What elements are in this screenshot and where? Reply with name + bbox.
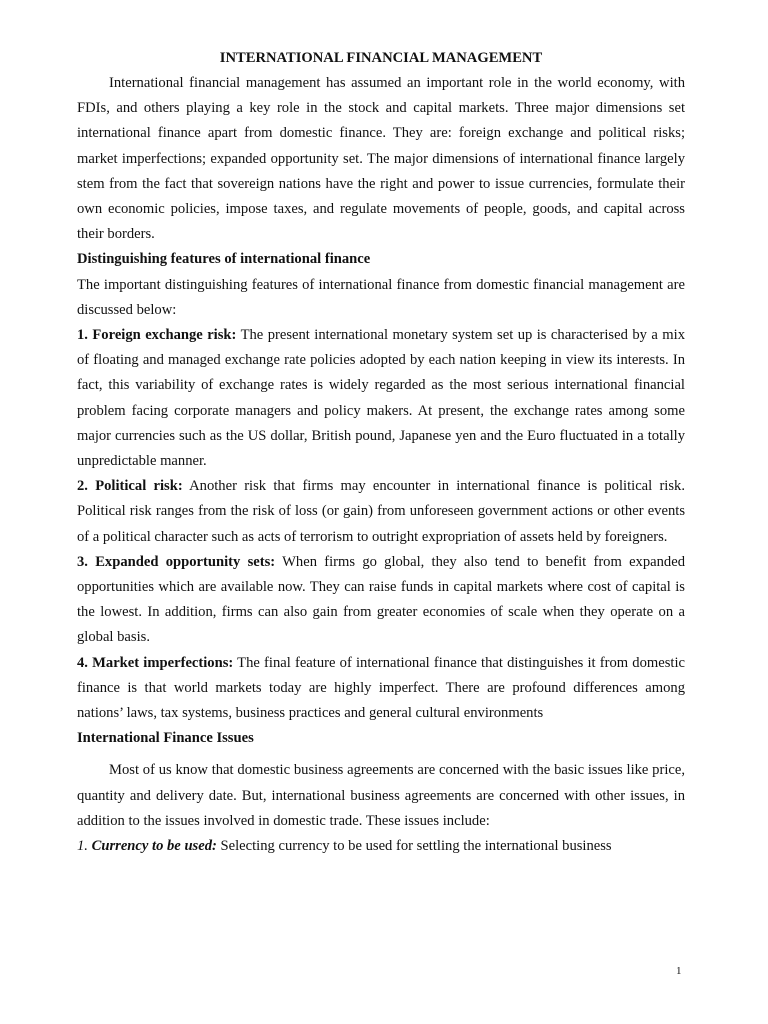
document-body [77, 46, 685, 859]
issues-paragraph: Most of us know that domestic business agreements are concerned with the basic issues like price, quantity and delivery date. But, international business agreements are concerned with other issues, in addition to the issues involved in domestic trade. These issues include: [77, 762, 685, 829]
feature-item-text: The present international monetary system set up is characterised by a mix of floating and managed exchange rate policies adopted by each nation keeping in view its interests. In fact, this variability of exchange rates is widely regarded as the most serious international financial problem facing corporate managers and policy makers. At present, the exchange rates among some major currencies such as the US dollar, British pound, Japanese yen and the Euro fluctuated in a totally unpredictable manner. [77, 327, 685, 470]
feature-item-text: The final feature of international finance that distinguishes it from domestic finance is that world markets today are highly imperfect. There are profound differences among nations’ laws, tax systems, business practices and general cultural environments [77, 654, 685, 722]
features-lead-paragraph: The important distinguishing features of international finance from domestic financial management are discussed below: [77, 276, 685, 318]
feature-item-label: 2. Political risk: [77, 478, 183, 495]
page-number: 1 [676, 965, 682, 977]
features-heading: Distinguishing features of international finance [77, 251, 371, 268]
issues-heading: International Finance Issues [77, 730, 254, 747]
issue-item-number: 1. [77, 838, 88, 855]
feature-item-text: When firms go global, they also tend to benefit from expanded opportunities which are available now. They can raise funds in capital markets where cost of capital is the lowest. In addition, firms can also gain from greater economies of scale when they operate on a global basis. [77, 553, 685, 646]
feature-item-political-risk [77, 474, 685, 550]
intro-paragraph: International financial management has assumed an important role in the world economy, with FDIs, and others playing a key role in the stock and capital markets. Three major dimensions set international finance apart from domestic finance. They are: foreign exchange and political risks; market imperfections; expanded opportunity set. The major dimensions of international finance largely stem from the fact that sovereign nations have the right and power to issue currencies, formulate their own economic policies, impose taxes, and regulate movements of people, goods, and capital across their borders. [77, 75, 685, 243]
feature-item-foreign-exchange-risk [77, 323, 685, 474]
feature-item-expanded-opportunity-sets [77, 550, 685, 651]
feature-item-label: 1. Foreign exchange risk: [77, 327, 237, 344]
issue-item-label: Currency to be used: [91, 838, 217, 855]
issue-item-text: Selecting currency to be used for settling the international business [216, 838, 612, 855]
document-title: INTERNATIONAL FINANCIAL MANAGEMENT [219, 50, 543, 66]
feature-item-text: Another risk that firms may encounter in international finance is political risk. Political risk ranges from the risk of loss (or gain) from unforeseen government actions or other events of a political character such as acts of terrorism to outright expropriation of assets held by foreigners. [77, 478, 685, 545]
feature-item-market-imperfections [77, 651, 685, 727]
feature-item-label: 3. Expanded opportunity sets: [77, 553, 276, 570]
feature-item-label: 4. Market imperfections: [77, 654, 234, 671]
issue-item-currency [77, 834, 685, 859]
